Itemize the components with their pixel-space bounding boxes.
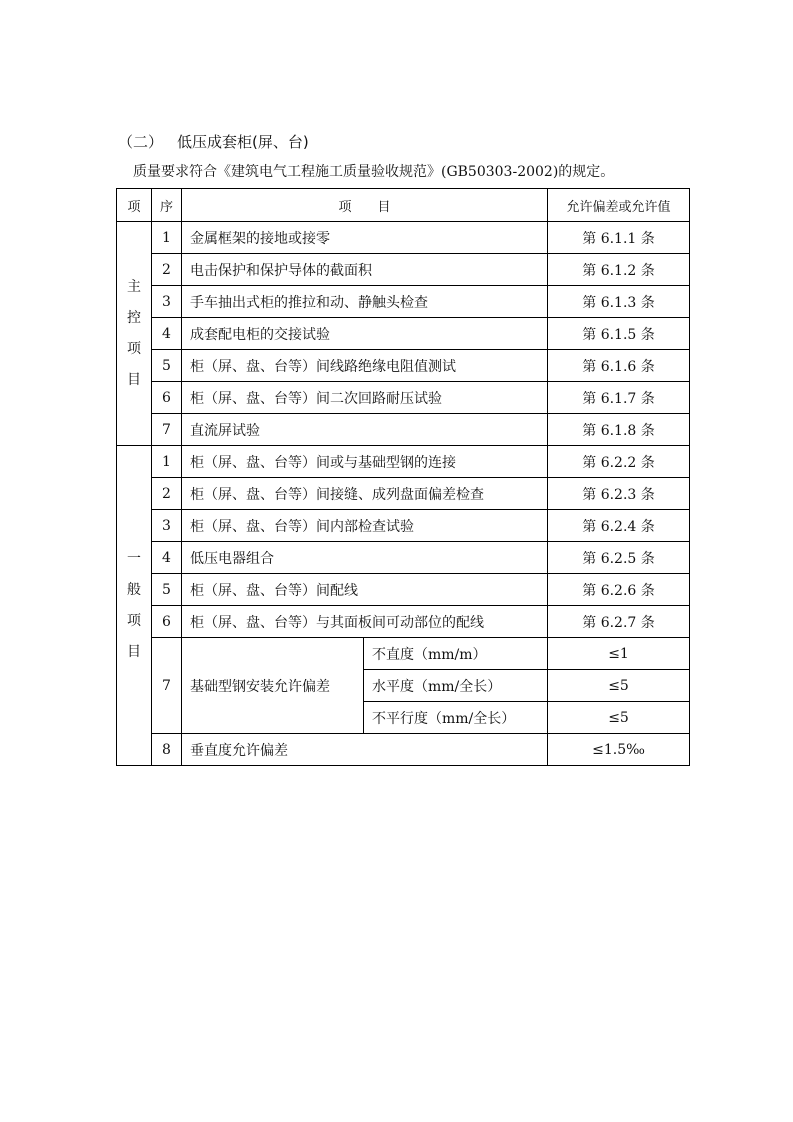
sub-item: 不平行度（mm/全长） [364,702,548,734]
row-item: 柜（屏、盘、台等）间二次回路耐压试验 [182,382,548,414]
row-item: 柜（屏、盘、台等）间配线 [182,574,548,606]
row-seq: 8 [152,734,182,766]
row-item: 手车抽出式柜的推拉和动、静触头检查 [182,286,548,318]
header-seq: 序 [152,189,182,222]
row-value: 第 6.2.3 条 [548,478,690,510]
row-value: ≤1.5‰ [548,734,690,766]
group-label-char: 控 [127,309,141,326]
group-label-char: 项 [127,612,141,629]
group-label-char: 一 [127,550,141,567]
row-value: 第 6.1.2 条 [548,254,690,286]
row-seq: 1 [152,446,182,478]
row-seq: 5 [152,350,182,382]
sub-item: 水平度（mm/全长） [364,670,548,702]
header-item: 项 目 [182,189,548,222]
table-row [117,286,690,318]
row-seq: 1 [152,222,182,254]
table-row [117,478,690,510]
row-value: 第 6.2.6 条 [548,574,690,606]
row-value: 第 6.2.7 条 [548,606,690,638]
table-row [117,318,690,350]
row-value: 第 6.1.3 条 [548,286,690,318]
sub-value: ≤1 [548,638,690,670]
table-row [117,606,690,638]
group-label-char: 般 [127,581,141,598]
intro-text: 质量要求符合《建筑电气工程施工质量验收规范》(GB50303-2002)的规定。 [133,164,615,180]
row-item: 垂直度允许偏差 [182,734,548,766]
row-value: 第 6.1.5 条 [548,318,690,350]
row-seq: 7 [152,414,182,446]
row-item: 柜（屏、盘、台等）与其面板间可动部位的配线 [182,606,548,638]
sub-item: 不直度（mm/m） [364,638,548,670]
table-header-row [117,189,690,222]
row-item: 低压电器组合 [182,542,548,574]
row-seq: 3 [152,510,182,542]
requirements-table [116,188,690,766]
row-item: 柜（屏、盘、台等）间内部检查试验 [182,510,548,542]
row-seq: 2 [152,478,182,510]
table-row [117,382,690,414]
section-title: 低压成套柜(屏、台) [177,133,309,151]
row-item: 电击保护和保护导体的截面积 [182,254,548,286]
table-row [117,734,690,766]
group-label-char: 主 [127,278,141,295]
row-value: 第 6.1.1 条 [548,222,690,254]
row-value: 第 6.2.5 条 [548,542,690,574]
table-row [117,574,690,606]
row-seq: 2 [152,254,182,286]
group-label-char: 目 [127,643,141,660]
table-row [117,350,690,382]
table-row [117,638,690,670]
row-value: 第 6.2.2 条 [548,446,690,478]
row-seq: 6 [152,606,182,638]
table-row [117,510,690,542]
main-group-label [117,222,152,446]
sub-value: ≤5 [548,670,690,702]
table-row [117,254,690,286]
header-value: 允许偏差或允许值 [548,189,690,222]
row-item: 直流屏试验 [182,414,548,446]
row-seq: 7 [152,638,182,734]
section-heading [118,131,309,152]
table-row [117,414,690,446]
row-seq: 3 [152,286,182,318]
table-row [117,542,690,574]
sub-value: ≤5 [548,702,690,734]
row-item: 成套配电柜的交接试验 [182,318,548,350]
row-seq: 5 [152,574,182,606]
group-label-char: 项 [127,340,141,357]
row-value: 第 6.1.8 条 [548,414,690,446]
row-seq: 4 [152,542,182,574]
group-label-char: 目 [127,371,141,388]
row-item: 柜（屏、盘、台等）间接缝、成列盘面偏差检查 [182,478,548,510]
table-row [117,222,690,254]
section-number: （二） [118,133,164,151]
row-value: 第 6.1.7 条 [548,382,690,414]
row-item: 基础型钢安装允许偏差 [182,638,364,734]
row-item: 金属框架的接地或接零 [182,222,548,254]
row-seq: 4 [152,318,182,350]
row-item: 柜（屏、盘、台等）间线路绝缘电阻值测试 [182,350,548,382]
row-value: 第 6.2.4 条 [548,510,690,542]
table-row [117,446,690,478]
row-item: 柜（屏、盘、台等）间或与基础型钢的连接 [182,446,548,478]
row-seq: 6 [152,382,182,414]
header-category: 项 [117,189,152,222]
row-value: 第 6.1.6 条 [548,350,690,382]
general-group-label [117,446,152,766]
